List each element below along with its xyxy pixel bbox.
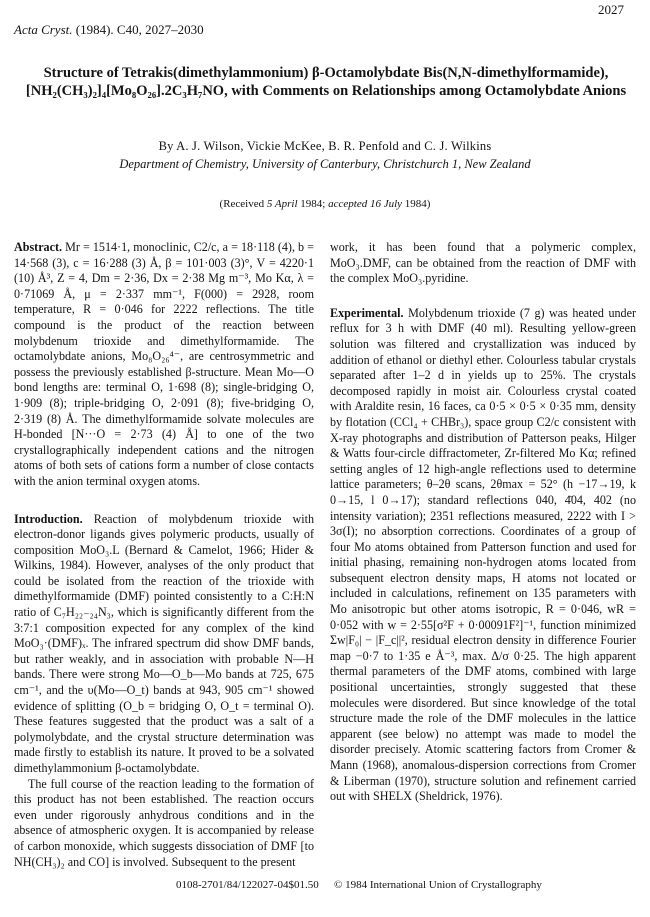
introduction-heading: Introduction. [14,511,83,526]
abstract-heading: Abstract. [14,240,63,254]
journal-reference: (1984). C40, 2027–2030 [75,22,204,37]
paper-title: Structure of Tetrakis(dimethylammonium) β-Octamolybdate Bis(N,N-dimethylformamide), [NH₂(CH₃)₂]₄[Mo₈O₂₆].2C₃H₇NO, with Comments on Relationships among Octamolybdate Anions [25,65,627,99]
journal-citation [14,22,204,38]
accepted-label: accepted [328,198,368,210]
introduction-paragraph [14,512,314,777]
experimental-paragraph [330,306,636,805]
introduction-paragraph-2: The full course of the reaction leading to the formation of this product has not been established. The reaction occurs even under rigorously anhydrous conditions and in the absence of atmospheric oxygen. It is accompanied by release of carbon monoxide, which suggests dissociation of DMF [to NH(CH₃)₂ and CO] is involved. Subsequent to the present [14,776,314,869]
accepted-year: 1984) [404,198,431,210]
left-column [14,240,314,870]
footer-copyright: © 1984 International Union of Crystallography [334,879,542,891]
experimental-text: Molybdenum trioxide (7 g) was heated under reflux for 3 h with DMF (40 ml). Resulting yellow-green solution was filtered and crystallization was induced by addition of ethanol or diethyl ether. Colourless tabular crystals separated after 1–2 d in yields up to 25%. The crystals decomposed rapidly in moist air. Colourless crystal coated with Araldite resin, 16 faces, ca 0·5 × 0·5 × 0·35 mm, density by flotation (CCl₄ + CHBr₃), space group C2/c consistent with X-ray photographs and distribution of Patterson peaks, Hilger & Watts four-circle diffractometer, Zr-filtered Mo Kα; refined setting angles of 12 high-angle reflections used to determine lattice parameters; θ–2θ scans, 2θmax = 52° (h −17→19, k 0→15, l 0→17); standard reflections 040, 4̄04, 402 (no intensity variation); 2351 reflections measured, 2222 with I > 3σ(I); no absorption corrections. Coordinates of a group of four Mo atoms obtained from Patterson function and used for initial phasing, remaining non-hydrogen atoms located from subsequent electron density maps, H atoms not located or included in calculations, refinement on 135 parameters with Mo anisotropic but other atoms isotropic, R = 0·046, wR = 0·052 with w = 2·55[σ²F + 0·00091F²]⁻¹, function minimized Σw|F₀| − |F_c||², residual electron density in difference Fourier map −0·7 to 1·35 e Å⁻³, max. Δ/σ 0·25. The high apparent thermal parameters of the DMF atoms, combined with large positional uncertainties, strongly suggested that these molecules were disordered. But since knowledge of the total structure made the role of the DMF molecules in the lattice apparent (see below) no attempt was made to model the disorder precisely. Atomic scattering factors from Cromer & Mann (1968), anomalous-dispersion corrections from Cromer & Liberman (1970), structure solution and refinement carried out with SHELX (Sheldrick, 1976). [330,305,636,804]
introduction-text: Reaction of molybdenum trioxide with electron-donor ligands gives polymeric products, usually of composition MoO₃.L (Bernard & Camelot, 1966; Hider & Wilkins, 1984). However, analyses of the only product that could be isolated from the reaction of the trioxide with dimethylformamide (DMF) pointed consistently to a C:H:N ratio of C₇H₂₂₋₂₄N₃, which is significantly different from the 3:7:1 composition expected for any complex of the kind MoO₃·(DMF)ₓ. The infrared spectrum did show DMF bands, but rather weakly, and in association with probable N—H bands. There were strong Mo—O_b—Mo bands at 725, 675 cm⁻¹, and the υ(Mo—O_t) bands at 943, 905 cm⁻¹ showed evidence of splitting (O_b = bridging O, O_t = terminal O). These features suggested that the product was a salt of a polymolybdate, and the crystal structure determination was made firstly to establish its nature. It proved to be a solvated dimethylammonium β-octamolybdate. [14,511,315,775]
journal-name: Acta Cryst. [14,22,73,37]
abstract-text: Mr = 1514·1, monoclinic, C2/c, a = 18·118 (4), b = 14·568 (3), c = 16·288 (3) Å, β = 101·003 (3)°, V = 4220·1 (10) Å³, Z = 4, Dm = 2·36, Dx = 2·38 Mg m⁻³, Mo Kα, λ = 0·71069 Å, μ = 2·337 mm⁻¹, F(000) = 2928, room temperature, R = 0·046 for 2222 reflections. The title compound is the product of the reaction between molybdenum trioxide and dimethylformamide. The octamolybdate anions, Mo₈O₂₆⁴⁻, are centrosymmetric and possess the previously established β-structure. Mean Mo—O bond lengths are: terminal O, 1·698 (8); single-bridging O, 1·909 (8); triple-bridging O, 2·091 (8); five-bridging O, 2·319 (8) Å. The dimethylformamide solvate molecules are H-bonded [N···O = 2·73 (4) Å] to one of the two crystallographically independent cations and the nitrogen atoms of both sets of cations form a number of close contacts with the anion terminal oxygen atoms. [14,240,314,488]
received-label: (Received [219,198,265,210]
author-list: By A. J. Wilson, Vickie McKee, B. R. Penfold and C. J. Wilkins [158,139,492,153]
received-date: 5 April [266,198,298,210]
introduction-paragraph-2-continued: work, it has been found that a polymeric complex, MoO₃.DMF, can be obtained from the reaction of DMF with the complex MoO₃.pyridine. [330,240,636,286]
experimental-heading: Experimental. [330,305,404,320]
received-year: 1984; [300,198,326,210]
page-number: 2027 [598,2,624,17]
affiliation: Department of Chemistry, University of Canterbury, Christchurch 1, New Zealand [119,157,531,171]
footer-code: 0108-2701/84/122027-04$01.50 [176,879,319,891]
received-dates [0,198,650,210]
accepted-date: 16 July [369,198,403,210]
abstract-paragraph [14,240,314,490]
right-column [330,240,636,805]
